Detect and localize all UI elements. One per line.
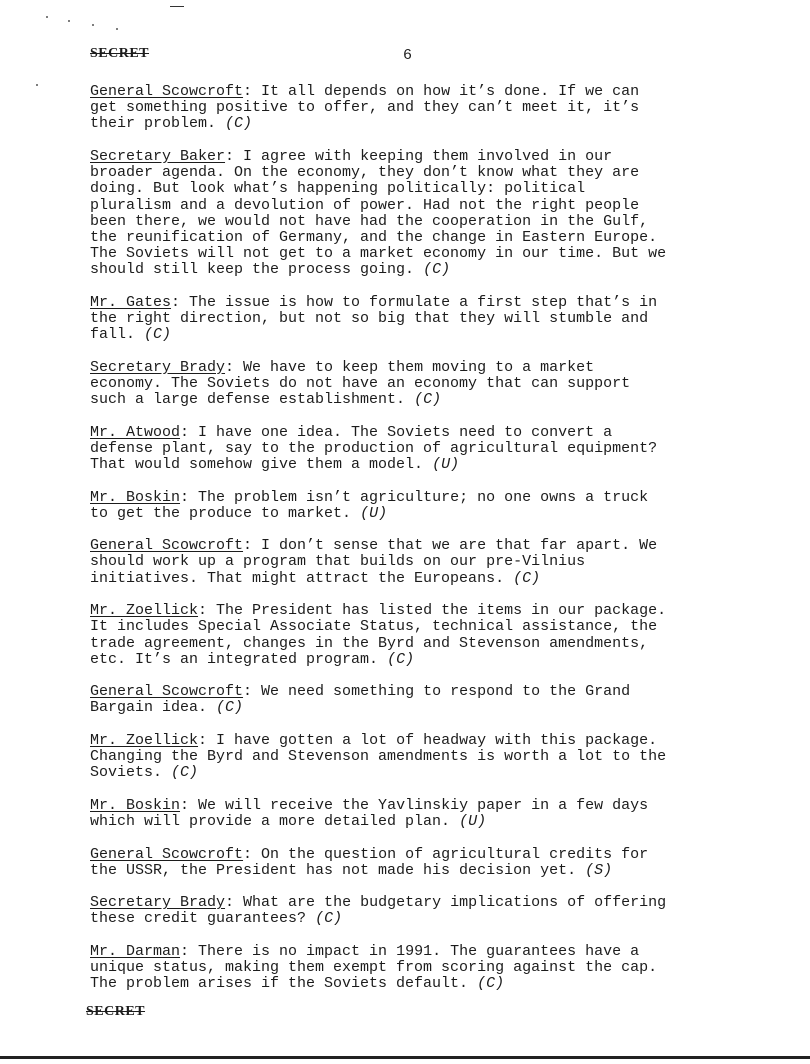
classification-mark: (C) <box>171 764 199 782</box>
classification-mark: (C) <box>477 975 505 993</box>
transcript-paragraph: Secretary Baker: I agree with keeping them involved in our broader agenda. On the economy, they don’t know what they are doing. But look what’s happening politically: political pluralism and a devolution of power. Had not the right people been there, we would not have had the cooperation in the Gulf, the reunification of Germany, and the change in Eastern Europe. The Soviets will not get to a market economy in our time. But we should still keep the process going. (C) <box>90 147 667 279</box>
statement-text: I have one idea. The Soviets need to convert a defense plant, say to the production of agricultural equipment? That would somehow give them a model. <box>90 423 658 474</box>
classification-mark: (C) <box>315 910 343 928</box>
speaker-name: Mr. Boskin <box>90 488 181 506</box>
speaker-name: General Scowcroft <box>90 537 244 555</box>
transcript-paragraph: Mr. Atwood: I have one idea. The Soviets need to convert a defense plant, say to the production of agricultural equipment? That would somehow give them a model. (U) <box>90 423 658 474</box>
page-number: 6 <box>403 47 413 64</box>
statement-text: There is no impact in 1991. The guarantees have a unique status, making them exempt from scoring against the cap. The problem arises if the Soviets default. <box>90 942 658 993</box>
speaker-name: General Scowcroft <box>90 83 244 100</box>
transcript-paragraph: Mr. Boskin: We will receive the Yavlinskiy paper in a few days which will provide a more detailed plan. (U) <box>90 796 649 831</box>
transcript-paragraph: General Scowcroft: I don’t sense that we are that far apart. We should work up a program that builds on our pre-Vilnius initiatives. That might attract the Europeans. (C) <box>90 537 658 587</box>
speaker-name: Secretary Baker <box>90 147 226 165</box>
footer-classification: SECRET <box>86 1004 146 1019</box>
classification-mark: (C) <box>423 261 451 279</box>
classification-mark: (C) <box>144 326 172 344</box>
scan-speck <box>46 16 48 18</box>
speaker-name: Mr. Gates <box>90 293 172 311</box>
page-bottom-rule <box>0 1056 810 1059</box>
statement-text: The President has listed the items in our package. It includes Special Associate Status, technical assistance, the trade agreement, changes in the Byrd and Stevenson amendments, etc. It’s an integrated program. <box>90 602 667 668</box>
scan-speck <box>36 84 38 86</box>
speaker-name: Mr. Zoellick <box>90 731 199 749</box>
classification-mark: (S) <box>585 861 613 879</box>
speaker-name: Mr. Atwood <box>90 423 181 441</box>
header-classification: SECRET <box>90 46 150 61</box>
classification-mark: (U) <box>360 504 388 522</box>
speaker-name: Mr. Zoellick <box>90 602 199 620</box>
speaker-name: General Scowcroft <box>90 845 244 863</box>
transcript-paragraph: Secretary Brady: What are the budgetary implications of offering these credit guarantees? (C) <box>90 894 667 928</box>
statement-text: We have to keep them moving to a market economy. The Soviets do not have an economy that can support such a large defense establishment. <box>90 358 631 409</box>
transcript-paragraph: Mr. Boskin: The problem isn’t agriculture; no one owns a truck to get the produce to market. (U) <box>90 488 649 522</box>
transcript-paragraph: General Scowcroft: We need something to respond to the Grand Bargain idea. (C) <box>90 683 631 717</box>
statement-text: The issue is how to formulate a first step that’s in the right direction, but not so big that they will stumble and fall. <box>90 293 658 344</box>
scan-speck <box>116 28 118 30</box>
transcript-paragraph: Mr. Darman: There is no impact in 1991. The guarantees have a unique status, making them exempt from scoring against the cap. The problem arises if the Soviets default. (C) <box>90 942 658 993</box>
speaker-name: Mr. Darman <box>90 942 181 960</box>
statement-text: We need something to respond to the Grand Bargain idea. <box>90 683 631 717</box>
classification-mark: (U) <box>459 813 487 831</box>
statement-text: What are the budgetary implications of offering these credit guarantees? <box>90 894 667 928</box>
speaker-name: Mr. Boskin <box>90 796 181 814</box>
classification-mark: (C) <box>513 569 541 587</box>
classification-mark: (C) <box>216 699 244 717</box>
transcript-paragraph: Mr. Zoellick: The President has listed the items in our package. It includes Special Associate Status, technical assistance, the trade agreement, changes in the Byrd and Stevenson amendments, etc. It’s an integrated program. (C) <box>90 602 667 668</box>
statement-text: On the question of agricultural credits for the USSR, the President has not made his decision yet. <box>90 845 649 879</box>
classification-mark: (U) <box>432 456 460 474</box>
transcript-paragraph: General Scowcroft: It all depends on how it’s done. If we can get something positive to offer, and they can’t meet it, it’s their problem. (C) <box>90 83 640 133</box>
scan-speck <box>68 20 70 22</box>
statement-text: The problem isn’t agriculture; no one owns a truck to get the produce to market. <box>90 488 649 522</box>
scan-mark <box>170 6 184 7</box>
statement-text: We will receive the Yavlinskiy paper in a few days which will provide a more detailed plan. <box>90 796 649 831</box>
transcript-paragraph: Secretary Brady: We have to keep them moving to a market economy. The Soviets do not have an economy that can support such a large defense establishment. (C) <box>90 358 631 409</box>
statement-text: It all depends on how it’s done. If we can get something positive to offer, and they can’t meet it, it’s their problem. <box>90 83 640 133</box>
statement-text: I have gotten a lot of headway with this package. Changing the Byrd and Stevenson amendments is worth a lot to the Soviets. <box>90 731 667 782</box>
statement-text: I don’t sense that we are that far apart. We should work up a program that builds on our pre-Vilnius initiatives. That might attract the Europeans. <box>90 537 658 587</box>
speaker-name: Secretary Brady <box>90 358 226 376</box>
speaker-name: Secretary Brady <box>90 894 226 912</box>
transcript-body <box>90 84 730 1009</box>
statement-text: I agree with keeping them involved in our broader agenda. On the economy, they don’t know what they are doing. But look what’s happening politically: political pluralism and a devolution of power. Had not the right people been there, we would not have had the cooperation in the Gulf, the reunification of Germany, and the change in Eastern Europe. The Soviets will not get to a market economy in our time. But we should still keep the process going. <box>90 147 667 279</box>
scan-speck <box>92 24 94 26</box>
transcript-paragraph: Mr. Gates: The issue is how to formulate a first step that’s in the right direction, but not so big that they will stumble and fall. (C) <box>90 293 658 344</box>
transcript-paragraph: General Scowcroft: On the question of agricultural credits for the USSR, the President has not made his decision yet. (S) <box>90 845 649 879</box>
classification-mark: (C) <box>387 650 415 668</box>
classification-mark: (C) <box>225 115 253 133</box>
speaker-name: General Scowcroft <box>90 683 244 701</box>
classification-mark: (C) <box>414 391 442 409</box>
transcript-paragraph: Mr. Zoellick: I have gotten a lot of headway with this package. Changing the Byrd and Stevenson amendments is worth a lot to the Soviets. (C) <box>90 731 667 782</box>
